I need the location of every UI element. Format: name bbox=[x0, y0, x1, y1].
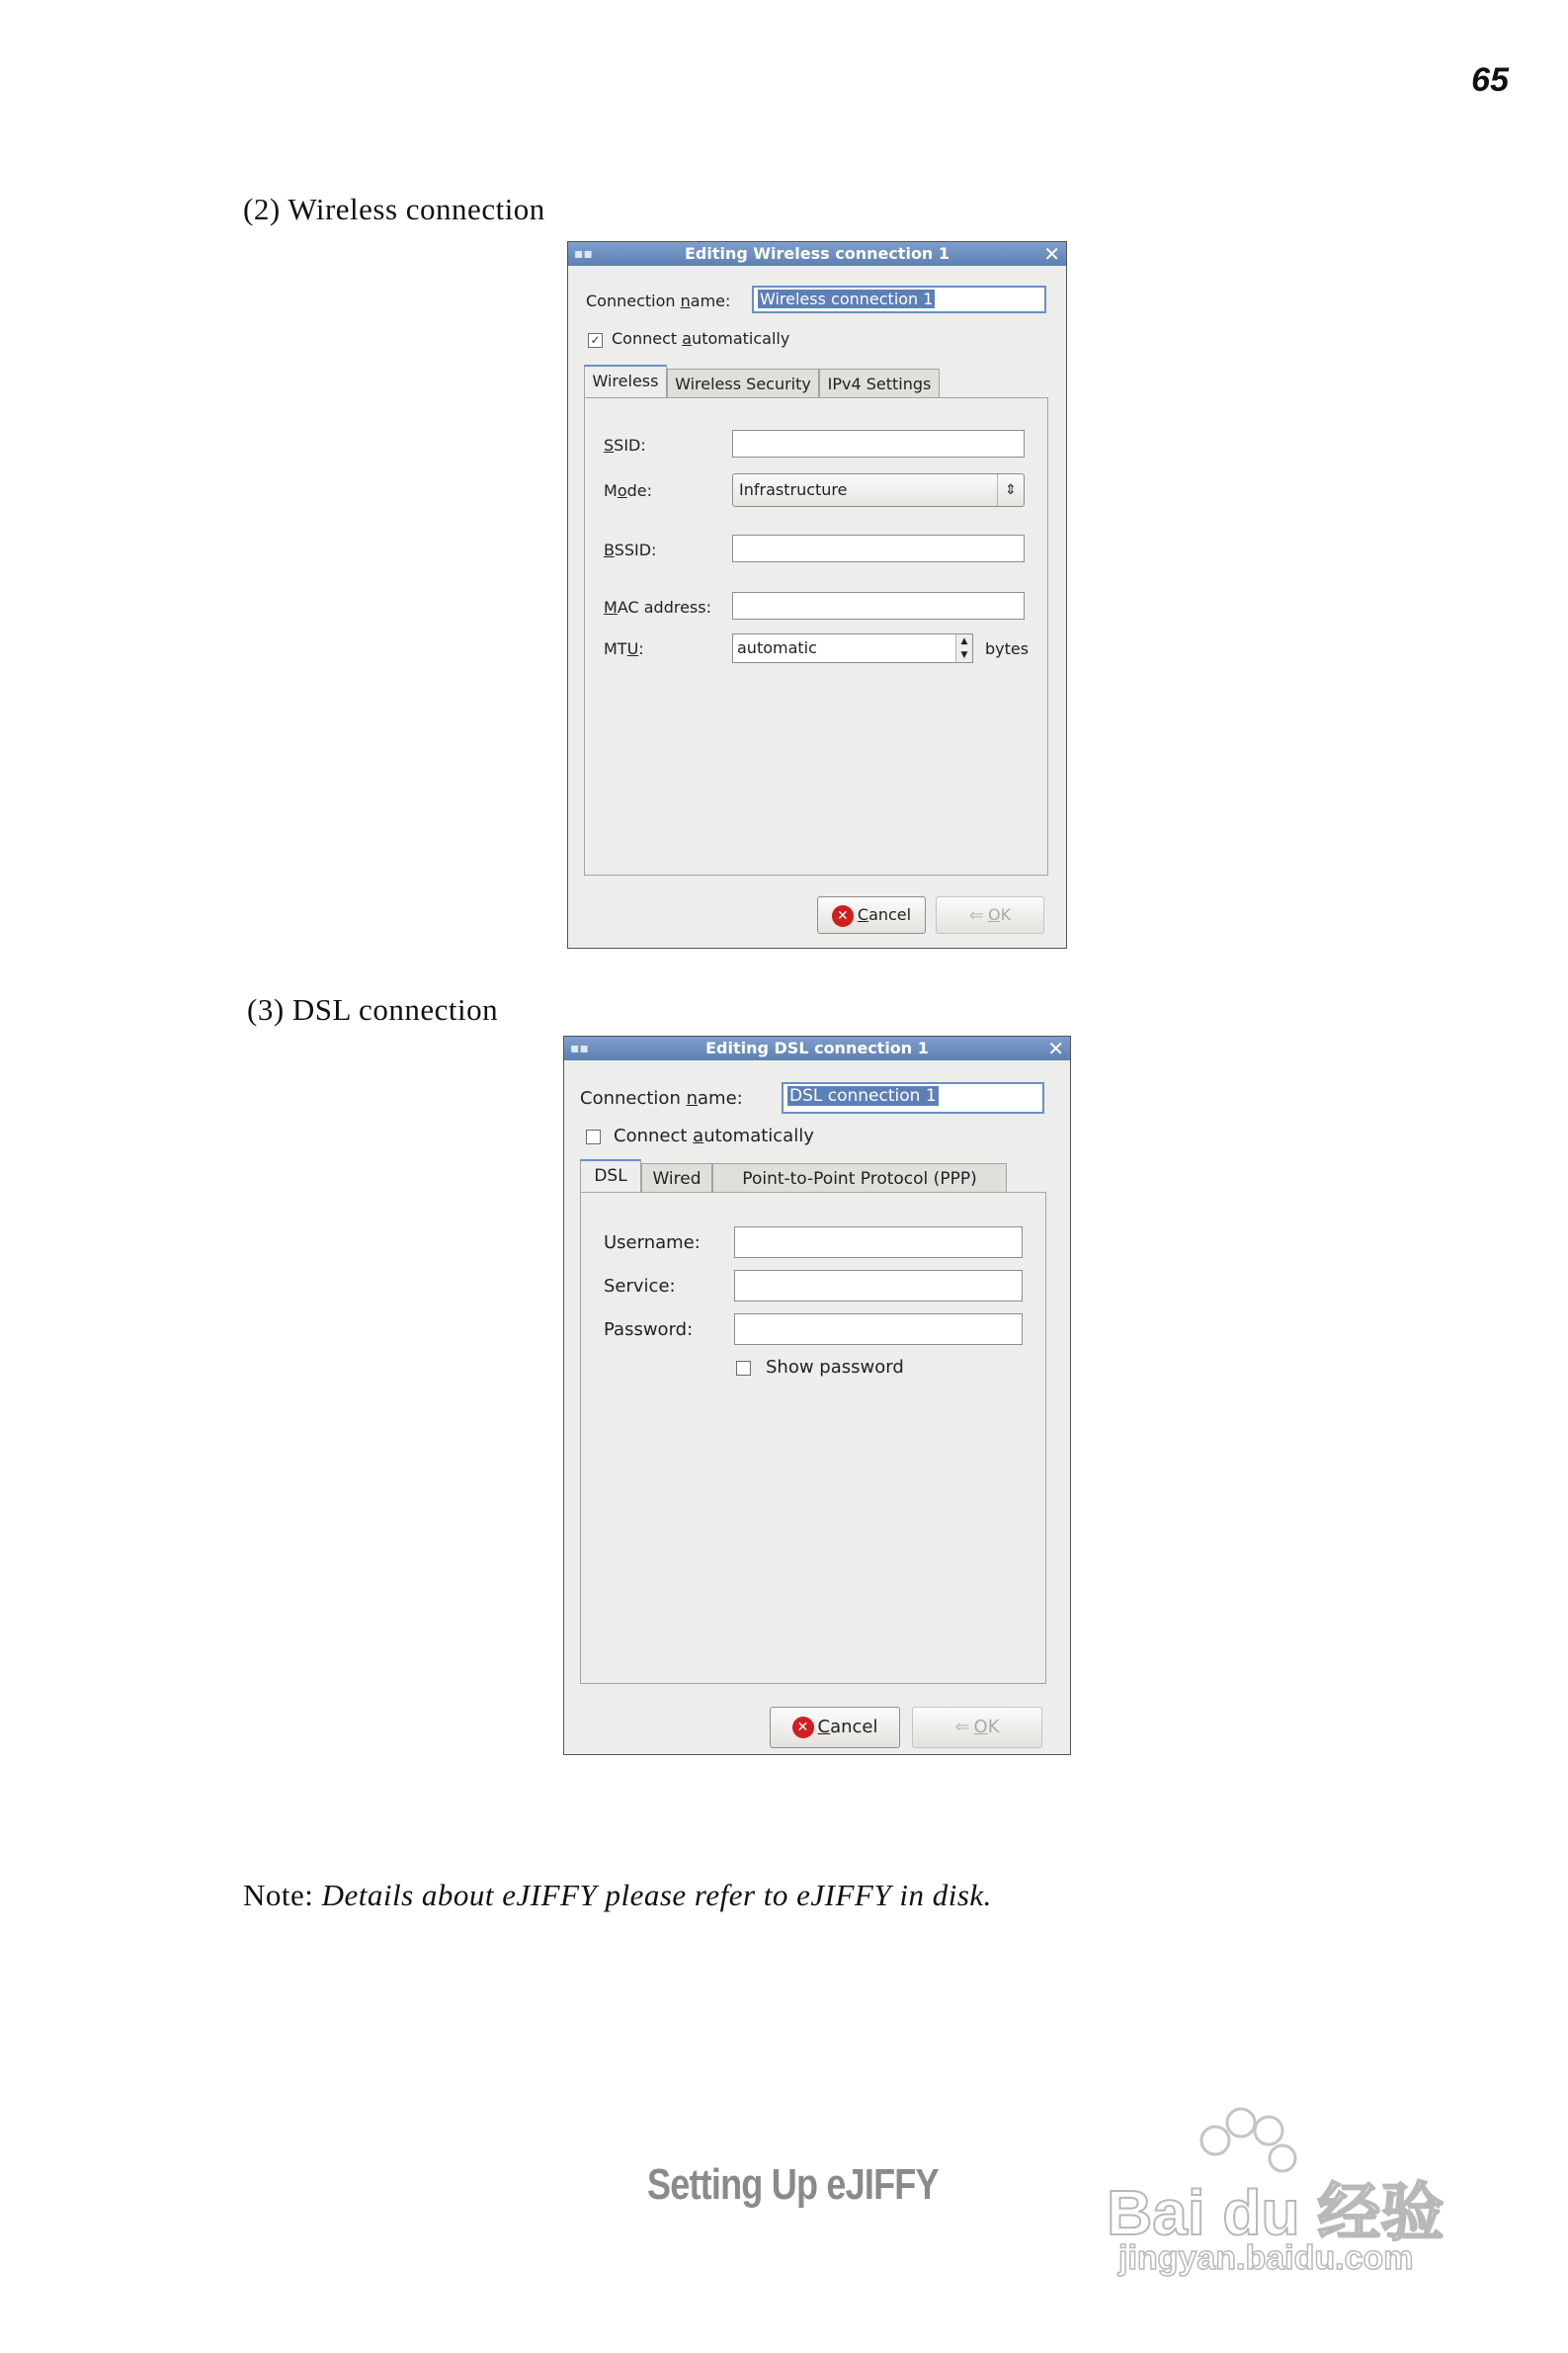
ok-button[interactable]: ⇐ OK bbox=[936, 896, 1044, 934]
mode-label: Mode: bbox=[604, 481, 652, 500]
watermark-url: jingyan.baidu.com bbox=[1118, 2239, 1414, 2277]
ok-button[interactable]: ⇐ OK bbox=[912, 1707, 1042, 1748]
menu-grip-icon[interactable]: ▪▪ bbox=[570, 1041, 589, 1056]
mode-value: Infrastructure bbox=[739, 480, 848, 499]
tab-wireless-security[interactable]: Wireless Security bbox=[667, 369, 819, 398]
wireless-caption: (2) Wireless connection bbox=[243, 192, 545, 226]
mac-address-label: MAC address: bbox=[604, 598, 711, 617]
wireless-dialog bbox=[567, 241, 1067, 949]
watermark-brand: Bai du 经验 bbox=[1107, 2177, 1444, 2248]
note-prefix: Note: bbox=[243, 1878, 322, 1912]
password-label: Password: bbox=[604, 1319, 694, 1340]
bssid-input[interactable] bbox=[732, 535, 1025, 562]
ssid-input[interactable] bbox=[732, 430, 1025, 458]
dsl-titlebar[interactable] bbox=[564, 1037, 1070, 1060]
ssid-label: SSID: bbox=[604, 436, 646, 455]
menu-grip-icon[interactable]: ▪▪ bbox=[574, 246, 593, 262]
dsl-tab-panel bbox=[580, 1192, 1046, 1684]
footer-title: Setting Up eJIFFY bbox=[647, 2160, 939, 2209]
username-label: Username: bbox=[604, 1232, 701, 1253]
ok-arrow-icon: ⇐ bbox=[954, 1717, 970, 1737]
dsl-dialog bbox=[563, 1036, 1071, 1755]
mtu-label: MTU: bbox=[604, 639, 644, 658]
dialog-title: Editing Wireless connection 1 bbox=[684, 244, 950, 263]
tab-ipv4-settings[interactable]: IPv4 Settings bbox=[819, 369, 940, 398]
cancel-icon: ✕ bbox=[792, 1717, 814, 1738]
mtu-spinbox[interactable] bbox=[732, 633, 973, 663]
mac-address-input[interactable] bbox=[732, 592, 1025, 620]
close-icon[interactable]: ✕ bbox=[1047, 1037, 1064, 1060]
connection-name-input[interactable]: Wireless connection 1 bbox=[752, 286, 1046, 313]
service-input[interactable] bbox=[734, 1270, 1023, 1302]
username-input[interactable] bbox=[734, 1226, 1023, 1258]
tab-wireless[interactable]: Wireless bbox=[584, 365, 667, 398]
bssid-label: BSSID: bbox=[604, 541, 657, 559]
tab-dsl[interactable]: DSL bbox=[580, 1159, 641, 1193]
mode-dropdown[interactable] bbox=[732, 473, 1025, 507]
connect-automatically-checkbox[interactable] bbox=[586, 1130, 601, 1144]
cancel-icon: ✕ bbox=[832, 905, 854, 927]
spin-arrows-icon[interactable]: ▲ ▼ bbox=[955, 634, 972, 662]
ok-arrow-icon: ⇐ bbox=[968, 904, 984, 926]
wireless-titlebar[interactable] bbox=[568, 242, 1066, 266]
show-password-checkbox[interactable] bbox=[736, 1361, 751, 1376]
connection-name-label: Connection name: bbox=[580, 1088, 743, 1109]
connection-name-label: Connection name: bbox=[586, 292, 731, 310]
cancel-button[interactable]: ✕ Cancel bbox=[817, 896, 926, 934]
mtu-unit-label: bytes bbox=[985, 639, 1030, 658]
up-down-arrows-icon: ⇕ bbox=[997, 474, 1024, 506]
tab-ppp[interactable]: Point-to-Point Protocol (PPP) bbox=[712, 1163, 1007, 1193]
connect-automatically-label: Connect automatically bbox=[614, 1126, 814, 1146]
tab-wired[interactable]: Wired bbox=[641, 1163, 712, 1193]
note bbox=[243, 1878, 992, 1913]
note-body: Details about eJIFFY please refer to eJIFFY in disk. bbox=[321, 1878, 992, 1912]
dialog-title: Editing DSL connection 1 bbox=[705, 1039, 929, 1057]
dsl-caption: (3) DSL connection bbox=[247, 992, 499, 1027]
close-icon[interactable]: ✕ bbox=[1043, 242, 1060, 266]
password-input[interactable] bbox=[734, 1313, 1023, 1345]
baidu-watermark bbox=[1107, 2105, 1482, 2283]
cancel-button[interactable]: ✕ Cancel bbox=[770, 1707, 900, 1748]
mtu-value: automatic bbox=[737, 638, 817, 657]
connect-automatically-label: Connect automatically bbox=[612, 329, 790, 348]
show-password-label: Show password bbox=[766, 1357, 904, 1378]
page-number: 65 bbox=[1471, 61, 1509, 99]
connect-automatically-checkbox[interactable]: ✓ bbox=[588, 333, 603, 348]
service-label: Service: bbox=[604, 1276, 676, 1297]
connection-name-input[interactable]: DSL connection 1 bbox=[782, 1082, 1044, 1114]
